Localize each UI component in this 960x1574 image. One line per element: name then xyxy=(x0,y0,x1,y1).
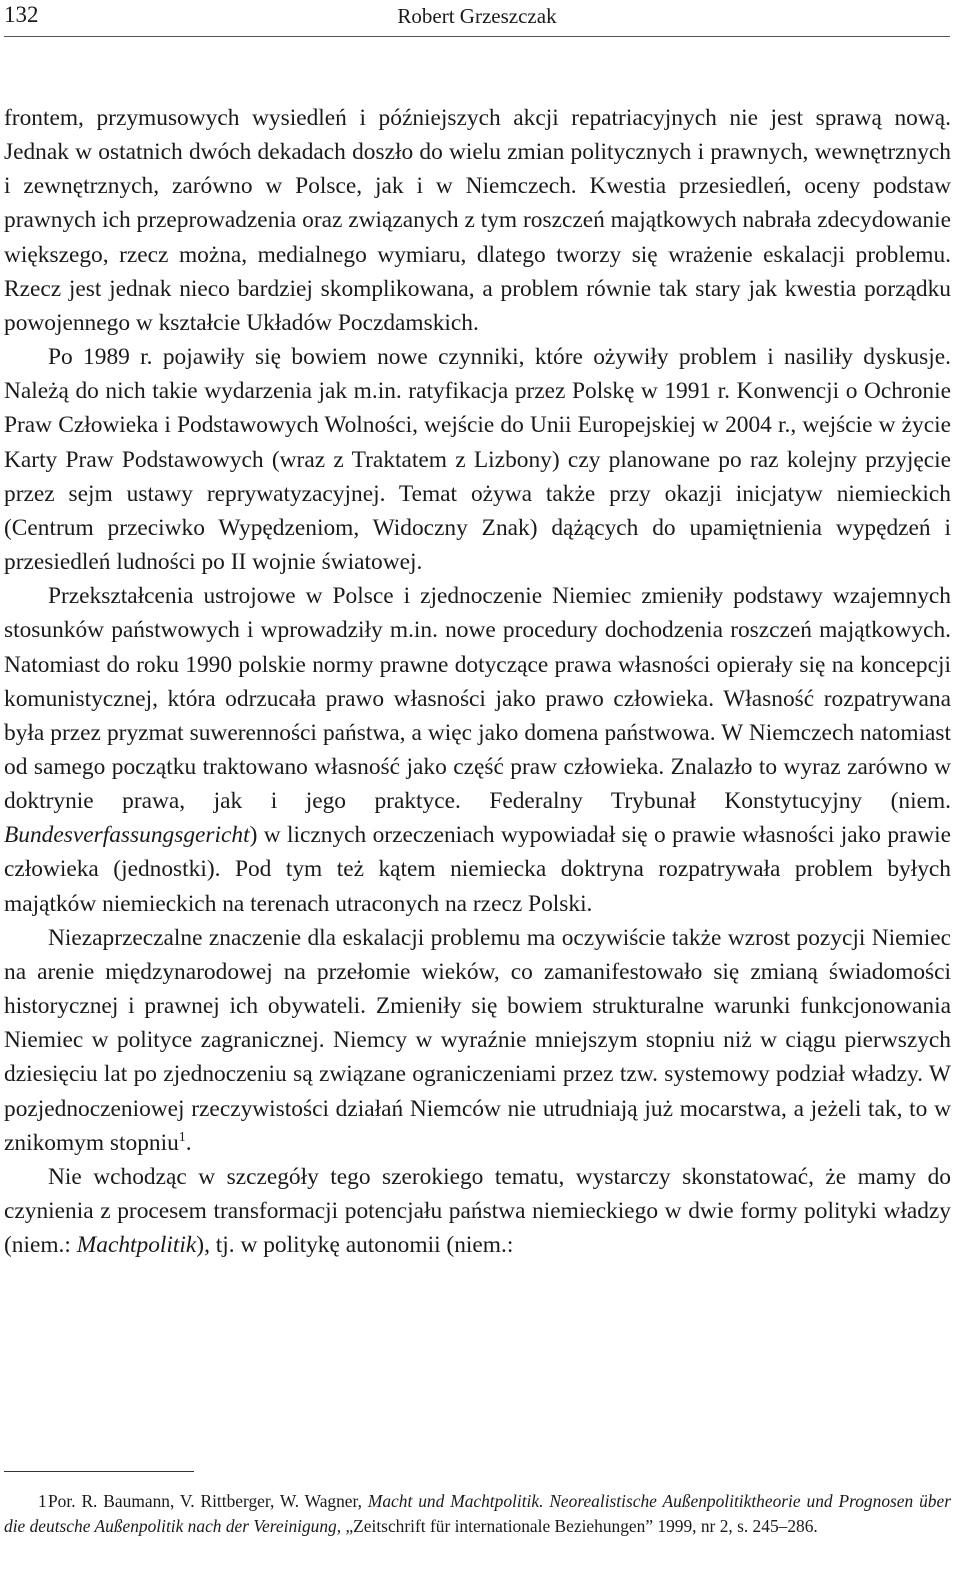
running-head: Robert Grzeszczak xyxy=(397,4,557,28)
paragraph-4-end: . xyxy=(185,1129,192,1156)
paragraph-5-term: Machtpolitik xyxy=(76,1232,197,1259)
footnote-title: Macht und Machtpolitik. Neorealistische Außenpolitiktheorie und Prognosen über die deutsche Außenpolitik nach der Vereinigung xyxy=(4,1491,951,1536)
paragraph-5-text-b: ), tj. w politykę autonomii (niem.: xyxy=(196,1232,514,1259)
footnote-ref[interactable]: 1 xyxy=(178,1129,186,1145)
paragraph-5-text-a: Nie wchodząc w szczegóły tego szerokiego tematu, wystarczy skonstatować, że mamy do czynienia z procesem transformacji potencjału państwa niemieckiego w dwie formy polityki władzy (niem.: xyxy=(4,1163,951,1259)
paragraph-2: Po 1989 r. pojawiły się bowiem nowe czynniki, które ożywiły problem i nasiliły dyskusje. Należą do nich takie wydarzenia jak m.in. ratyfikacja przez Polskę w 1991 r. Konwencji o Ochronie Praw Człowieka i Podstawowych Wolności, wejście do Unii Europejskiej w 2004 r., wejście w życie Karty Praw Podstawowych (wraz z Traktatem z Lizbony) czy planowane po raz kolejny przyjęcie przez sejm ustawy reprywatyzacyjnej. Temat ożywa także przy okazji inicjatyw niemieckich (Centrum przeciwko Wypędzeniom, Widoczny Znak) dążących do upamiętnienia wypędzeń i przesiedleń ludności po II wojnie światowej. xyxy=(4,344,951,576)
paragraph-1: frontem, przymusowych wysiedleń i późniejszych akcji repatriacyjnych nie jest sprawą nową. Jednak w ostatnich dwóch dekadach doszło do wielu zmian politycznych i prawnych, wewnętrznych i zewnętrznych, zarówno w Polsce, jak i w Niemczech. Kwestia przesiedleń, oceny podstaw prawnych ich przeprowadzenia oraz związanych z tym roszczeń majątkowych nabrała zdecydowanie większego, rzecz można, medialnego wymiaru, dlatego tworzy się wrażenie eskalacji problemu. Rzecz jest jednak nieco bardziej skomplikowana, a problem równie tak stary jak kwestia porządku powojennego w kształcie Układów Poczdamskich. xyxy=(4,105,951,336)
footnote-text-a: Por. R. Baumann, V. Rittberger, W. Wagner, xyxy=(48,1491,368,1511)
body-text xyxy=(4,101,951,1262)
paragraph-4 xyxy=(4,921,951,1160)
page-number: 132 xyxy=(4,2,39,27)
footnote-number: 1 xyxy=(38,1491,47,1511)
paragraph-5 xyxy=(4,1160,951,1262)
footnote-divider xyxy=(4,1471,194,1472)
paragraph-3 xyxy=(4,579,951,921)
paragraph-3-text-b: ) w licznych orzeczeniach wypowiadał się o prawie własności jako prawie człowieka (jednostki). Pod tym też kątem niemiecka doktryna rozpatrywała problem byłych majątków niemieckich na terenach utraconych na rzecz Polski. xyxy=(4,822,951,917)
paragraph-3-term: Bundesverfassungsgericht xyxy=(4,822,250,849)
paragraph-4-text: Niezaprzeczalne znaczenie dla eskalacji problemu ma oczywiście także wzrost pozycji Niemiec na arenie międzynarodowej na przełomie wieków, co zamanifestowało się zmianą świadomości historycznej i prawnej ich obywateli. Zmieniły się bowiem strukturalne warunki funkcjonowania Niemiec w polityce zagranicznej. Niemcy w wyraźnie mniejszym stopniu niż w ciągu pierwszych dziesięciu lat po zjednoczeniu są związane ograniczeniami przez tzw. systemowy podział władzy. W pozjednoczeniowej rzeczywistości działań Niemców nie utrudniają już mocarstwa, a jeżeli tak, to w znikomym stopniu xyxy=(4,924,951,1156)
footnote-text-b: , „Zeitschrift für internationale Beziehungen” 1999, nr 2, s. 245–286. xyxy=(336,1516,818,1536)
footnote xyxy=(4,1489,951,1539)
page-header xyxy=(4,0,950,37)
paragraph-3-text-a: Przekształcenia ustrojowe w Polsce i zjednoczenie Niemiec zmieniły podstawy wzajemnych stosunków państwowych i wprowadziły m.in. nowe procedury dochodzenia roszczeń majątkowych. Natomiast do roku 1990 polskie normy prawne dotyczące prawa własności opierały się na koncepcji komunistycznej, która odrzucała prawo własności jako prawo człowieka. Własność rozpatrywana była przez pryzmat suwerenności państwa, a więc jako domena państwowa. W Niemczech natomiast od samego początku traktowano własność jako część praw człowieka. Znalazło to wyraz zarówno w doktrynie prawa, jak i jego praktyce. Federalny Trybunał Konstytucyjny (niem. xyxy=(4,583,951,815)
